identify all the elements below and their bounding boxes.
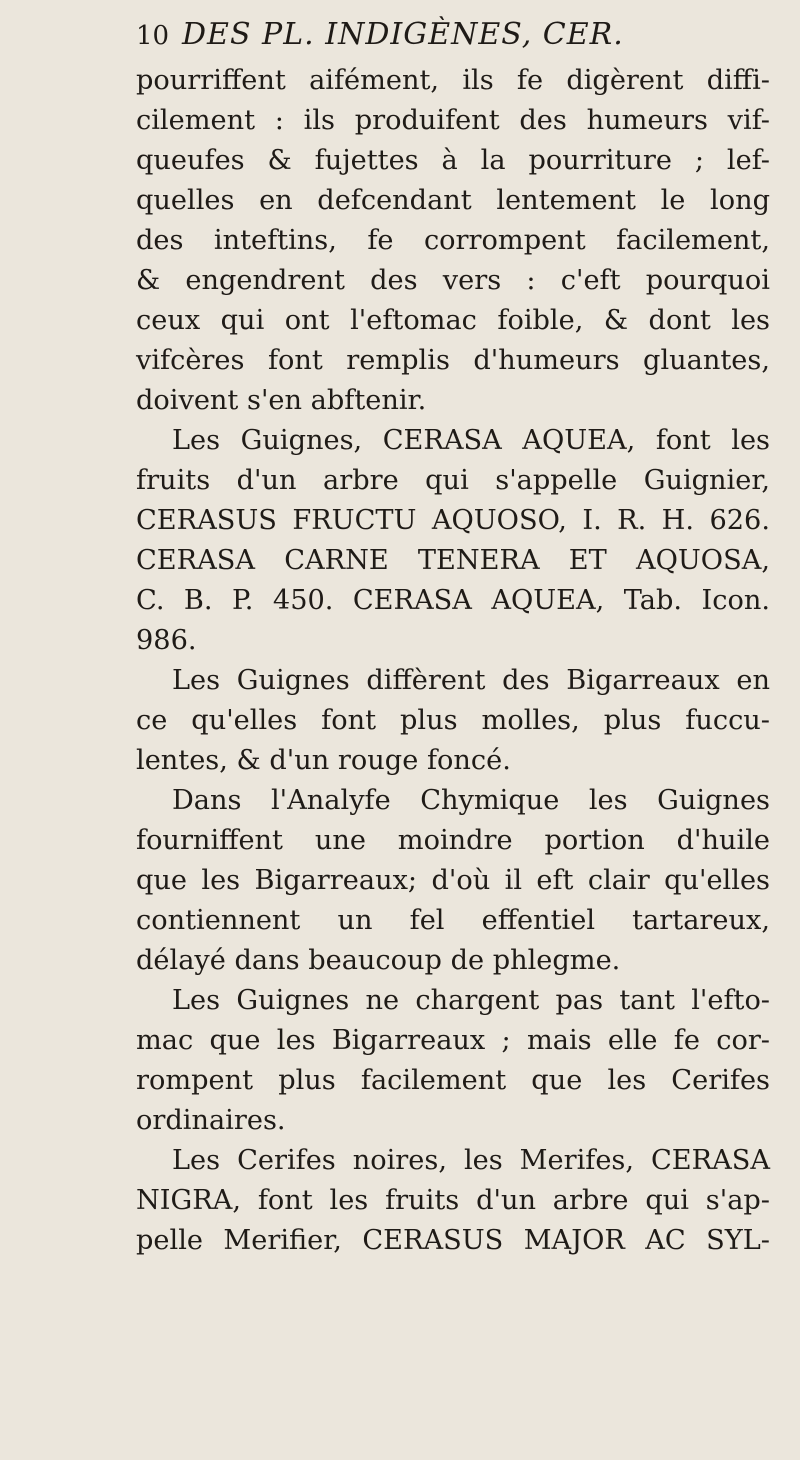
text-line: 986. [136, 625, 197, 656]
text-line: délayé dans beaucoup de phlegme. [136, 945, 621, 976]
running-head: DES PL. INDIGÈNES, CER. [182, 17, 624, 52]
text-line: Dans l'Analyfe Chymique les Guignes [172, 785, 770, 816]
text-line: que les Bigarreaux; d'où il eft clair qu'elles [136, 865, 770, 896]
body-text [136, 61, 770, 1261]
text-line: fourniffent une moindre portion d'huile [136, 825, 770, 856]
page-number: 10 [136, 21, 170, 51]
text-line: rompent plus facilement que les Cerifes [136, 1065, 770, 1096]
text-line: des inteftins, fe corrompent facilement, [136, 225, 770, 256]
text-line: CERASA CARNE TENERA ET AQUOSA, [136, 545, 770, 576]
text-line: ce qu'elles font plus molles, plus fuccu- [136, 705, 770, 736]
text-line: queufes & fujettes à la pourriture ; lef- [136, 145, 770, 176]
text-line: & engendrent des vers : c'eft pourquoi [136, 265, 770, 296]
text-line: Les Guignes diffèrent des Bigarreaux en [172, 665, 770, 696]
text-line: NIGRA, font les fruits d'un arbre qui s'ap- [136, 1185, 770, 1216]
text-line: pelle Merifier, CERASUS MAJOR AC SYL- [136, 1225, 770, 1256]
text-line: pourriffent aifément, ils fe digèrent diffi- [136, 65, 770, 96]
page-header [136, 10, 770, 61]
text-line: quelles en defcendant lentement le long [136, 185, 770, 216]
text-line: Les Guignes ne chargent pas tant l'efto- [172, 985, 770, 1016]
text-line: fruits d'un arbre qui s'appelle Guignier, [136, 465, 770, 496]
text-line: ordinaires. [136, 1105, 286, 1136]
text-line: lentes, & d'un rouge foncé. [136, 745, 511, 776]
text-line: doivent s'en abftenir. [136, 385, 427, 416]
text-line: contiennent un fel effentiel tartareux, [136, 905, 770, 936]
text-line: mac que les Bigarreaux ; mais elle fe cor- [136, 1025, 770, 1056]
text-line: ceux qui ont l'eftomac foible, & dont les [136, 305, 770, 336]
text-line: vifcères font remplis d'humeurs gluantes, [136, 345, 770, 376]
text-line: cilement : ils produifent des humeurs vif- [136, 105, 770, 136]
text-line: Les Cerifes noires, les Merifes, CERASA [172, 1145, 770, 1176]
text-line: CERASUS FRUCTU AQUOSO, I. R. H. 626. [136, 505, 770, 536]
text-line: C. B. P. 450. CERASA AQUEA, Tab. Icon. [136, 585, 770, 616]
text-line: Les Guignes, CERASA AQUEA, font les [172, 425, 770, 456]
